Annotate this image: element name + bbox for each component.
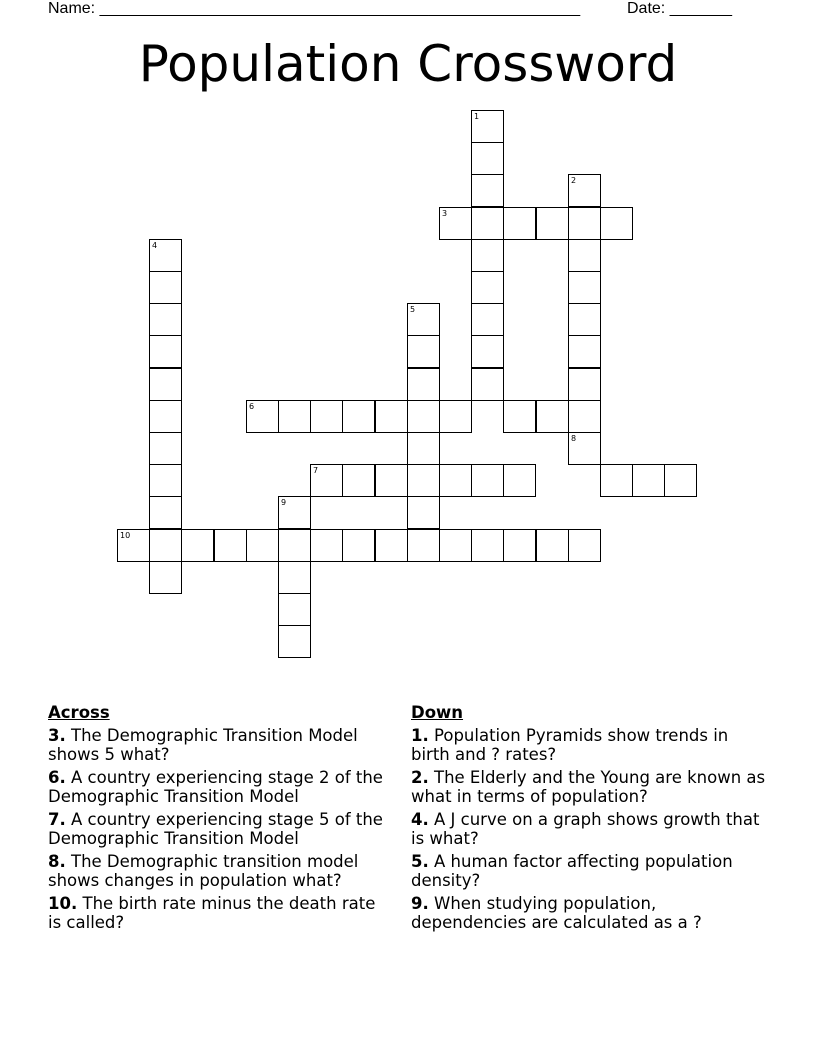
cell-number: 6 [249, 402, 255, 411]
crossword-cell[interactable] [536, 529, 569, 562]
down-clue [411, 894, 771, 933]
across-clues [48, 703, 393, 936]
crossword-cell[interactable] [407, 400, 440, 433]
cell-number: 2 [571, 176, 577, 185]
clue-text: Population Pyramids show trends in birth and ? rates? [411, 725, 729, 764]
crossword-cell[interactable] [149, 529, 182, 562]
crossword-cell[interactable] [278, 400, 311, 433]
clue-number: 2. [411, 767, 429, 787]
crossword-cell[interactable] [149, 303, 182, 336]
crossword-cell[interactable] [149, 368, 182, 401]
crossword-cell[interactable] [407, 529, 440, 562]
crossword-cell[interactable] [278, 593, 311, 626]
crossword-cell[interactable] [536, 207, 569, 240]
across-clue [48, 810, 393, 849]
crossword-cell[interactable] [407, 464, 440, 497]
crossword-cell[interactable] [471, 303, 504, 336]
crossword-cell[interactable] [278, 496, 311, 529]
crossword-cell[interactable] [407, 335, 440, 368]
crossword-cell[interactable] [149, 271, 182, 304]
crossword-cell[interactable] [568, 400, 601, 433]
clue-text: When studying population, dependencies are calculated as a ? [411, 893, 702, 932]
crossword-cell[interactable] [149, 432, 182, 465]
crossword-cell[interactable] [278, 625, 311, 658]
crossword-cell[interactable] [503, 464, 536, 497]
down-clue [411, 852, 771, 891]
crossword-cell[interactable] [407, 303, 440, 336]
crossword-cell[interactable] [439, 207, 472, 240]
crossword-cell[interactable] [471, 271, 504, 304]
across-heading: Across [48, 703, 110, 722]
crossword-cell[interactable] [471, 174, 504, 207]
crossword-cell[interactable] [471, 368, 504, 401]
clue-number: 8. [48, 851, 66, 871]
crossword-cell[interactable] [439, 464, 472, 497]
crossword-cell[interactable] [375, 400, 408, 433]
crossword-cell[interactable] [439, 400, 472, 433]
crossword-cell[interactable] [149, 464, 182, 497]
crossword-cell[interactable] [310, 529, 343, 562]
crossword-cell[interactable] [375, 464, 408, 497]
name-line: Name: ______________________________________________________ [48, 0, 581, 17]
across-clue [48, 852, 393, 891]
clue-number: 3. [48, 725, 66, 745]
crossword-cell[interactable] [503, 529, 536, 562]
crossword-cell[interactable] [149, 335, 182, 368]
clue-number: 10. [48, 893, 78, 913]
crossword-cell[interactable] [149, 239, 182, 272]
crossword-cell[interactable] [568, 529, 601, 562]
clue-number: 1. [411, 725, 429, 745]
crossword-cell[interactable] [246, 400, 279, 433]
cell-number: 7 [313, 466, 319, 475]
page-title: Population Crossword [138, 35, 678, 93]
clue-number: 7. [48, 809, 66, 829]
crossword-cell[interactable] [568, 239, 601, 272]
crossword-cell[interactable] [278, 529, 311, 562]
down-clue [411, 726, 771, 765]
crossword-cell[interactable] [246, 529, 279, 562]
crossword-cell[interactable] [471, 207, 504, 240]
crossword-cell[interactable] [407, 368, 440, 401]
cell-number: 1 [474, 112, 480, 121]
across-clue [48, 768, 393, 807]
down-heading: Down [411, 703, 464, 722]
crossword-cell[interactable] [568, 335, 601, 368]
crossword-cell[interactable] [471, 142, 504, 175]
across-clue [48, 894, 393, 933]
crossword-cell[interactable] [214, 529, 247, 562]
clue-text: The Elderly and the Young are known as what in terms of population? [411, 767, 766, 806]
crossword-cell[interactable] [600, 207, 633, 240]
cell-number: 4 [152, 241, 158, 250]
crossword-cell[interactable] [568, 174, 601, 207]
crossword-cell[interactable] [278, 561, 311, 594]
crossword-cell[interactable] [471, 529, 504, 562]
crossword-cell[interactable] [149, 561, 182, 594]
cell-number: 3 [442, 209, 448, 218]
crossword-cell[interactable] [503, 400, 536, 433]
cell-number: 8 [571, 434, 577, 443]
cell-number: 5 [410, 305, 416, 314]
crossword-cell[interactable] [536, 400, 569, 433]
date-line: Date: _______ [627, 0, 732, 17]
crossword-cell[interactable] [117, 529, 150, 562]
crossword-cell[interactable] [568, 432, 601, 465]
crossword-cell[interactable] [181, 529, 214, 562]
across-clue [48, 726, 393, 765]
crossword-cell[interactable] [375, 529, 408, 562]
crossword-cell[interactable] [600, 464, 633, 497]
crossword-cell[interactable] [471, 335, 504, 368]
crossword-cell[interactable] [310, 464, 343, 497]
crossword-cell[interactable] [664, 464, 697, 497]
clue-text: The birth rate minus the death rate is called? [48, 893, 376, 932]
crossword-cell[interactable] [471, 239, 504, 272]
clue-text: A J curve on a graph shows growth that is what? [411, 809, 760, 848]
crossword-cell[interactable] [503, 207, 536, 240]
crossword-cell[interactable] [471, 110, 504, 143]
clue-text: The Demographic transition model shows changes in population what? [48, 851, 359, 890]
down-clue [411, 768, 771, 807]
crossword-cell[interactable] [407, 496, 440, 529]
crossword-cell[interactable] [568, 271, 601, 304]
crossword-cell[interactable] [149, 400, 182, 433]
crossword-cell[interactable] [568, 368, 601, 401]
crossword-cell[interactable] [471, 464, 504, 497]
clue-number: 5. [411, 851, 429, 871]
clue-number: 6. [48, 767, 66, 787]
clue-number: 4. [411, 809, 429, 829]
crossword-cell[interactable] [568, 303, 601, 336]
crossword-cell[interactable] [149, 496, 182, 529]
crossword-cell[interactable] [342, 400, 375, 433]
crossword-cell[interactable] [310, 400, 343, 433]
clue-text: A country experiencing stage 5 of the Demographic Transition Model [48, 809, 383, 848]
crossword-cell[interactable] [342, 529, 375, 562]
clue-text: A country experiencing stage 2 of the Demographic Transition Model [48, 767, 383, 806]
clue-text: The Demographic Transition Model shows 5 what? [48, 725, 358, 764]
crossword-cell[interactable] [439, 529, 472, 562]
crossword-cell[interactable] [407, 432, 440, 465]
down-clues [411, 703, 771, 936]
cell-number: 10 [120, 531, 131, 540]
crossword-cell[interactable] [632, 464, 665, 497]
cell-number: 9 [281, 498, 287, 507]
crossword-cell[interactable] [568, 207, 601, 240]
down-clue [411, 810, 771, 849]
clue-text: A human factor affecting population density? [411, 851, 733, 890]
crossword-cell[interactable] [342, 464, 375, 497]
clue-number: 9. [411, 893, 429, 913]
